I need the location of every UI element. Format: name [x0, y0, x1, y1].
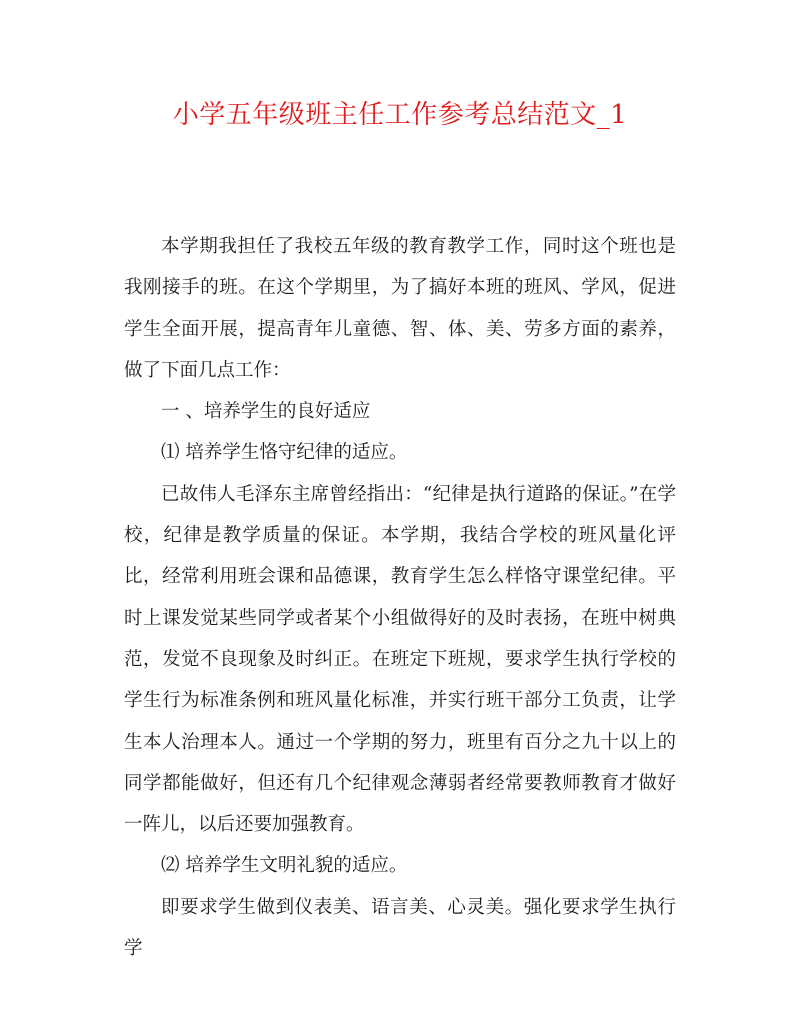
document-body — [124, 226, 676, 969]
paragraph-intro: 本学期我担任了我校五年级的教育教学工作，同时这个班也是我刚接手的班。在这个学期里，为了搞好本班的班风、学风，促进学生全面开展，提高青年儿童德、智、体、美、劳多方面的素养，做了下面几点工作： — [124, 236, 676, 381]
subheading-manners: ⑵ 培养学生文明礼貌的适应。 — [161, 855, 408, 877]
paragraph-manners: 即要求学生做到仪表美、语言美、心灵美。强化要求学生执行学 — [124, 896, 676, 960]
section-heading-habits: 一 、培养学生的良好适应 — [161, 401, 371, 423]
document-title: 小学五年级班主任工作参考总结范文_1 — [172, 100, 628, 130]
subheading-discipline: ⑴ 培养学生恪守纪律的适应。 — [161, 442, 408, 464]
paragraph-discipline: 已故伟人毛泽东主席曾经指出：“纪律是执行道路的保证。”在学校，纪律是教学质量的保证。本学期，我结合学校的班风量化评比，经常利用班会课和品德课，教育学生怎么样恪守课堂纪律。平时上课发觉某些同学或者某个小组做得好的及时表扬，在班中树典范，发觉不良现象及时纠正。在班定下班规，要求学生执行学校的学生行为标准条例和班风量化标准，并实行班干部分工负责，让学生本人治理本人。通过一个学期的努力，班里有百分之九十以上的同学都能做好，但还有几个纪律观念薄弱者经常要教师教育才做好一阵儿，以后还要加强教育。 — [124, 483, 676, 836]
